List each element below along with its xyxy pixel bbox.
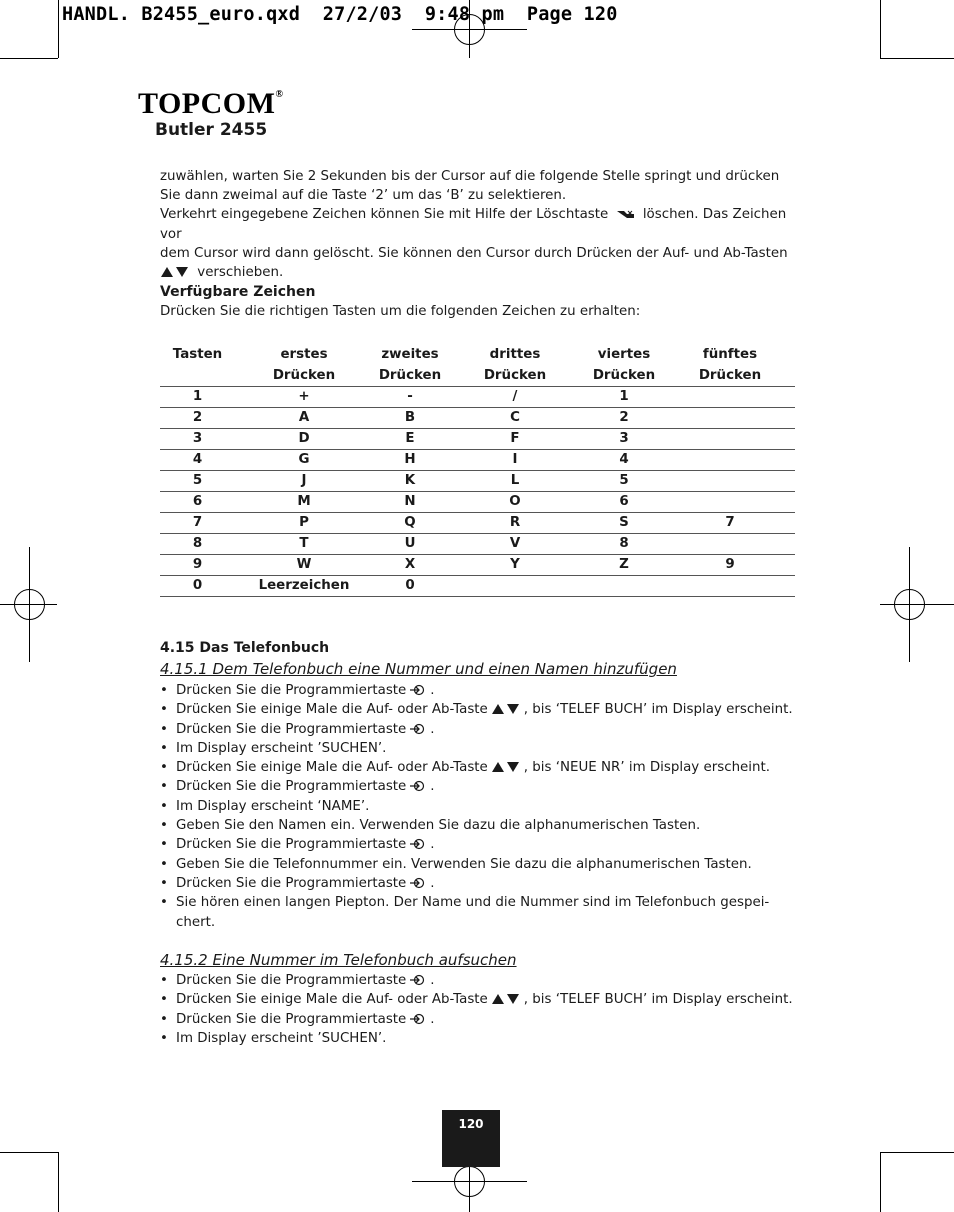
table-cell: 0 (373, 576, 447, 597)
step-text: Geben Sie die Telefonnummer ein. Verwenden Sie dazu die alphanumerischen Tasten. (176, 856, 752, 872)
table-cell: 3 (160, 429, 235, 450)
table-cell: 9 (665, 555, 795, 576)
table-row (160, 534, 795, 555)
intro-paragraph (160, 167, 800, 282)
page-number-text: 120 (458, 1117, 484, 1131)
step-text: Drücken Sie die Programmiertaste (176, 683, 407, 698)
step-text: . (430, 1011, 435, 1027)
table-cell: + (235, 387, 373, 408)
table-cell: 1 (160, 387, 235, 408)
table-cell: 5 (160, 471, 235, 492)
list-item (160, 816, 800, 835)
list-item (160, 758, 800, 777)
step-text: . (430, 721, 435, 737)
table-cell: Q (373, 513, 447, 534)
step-text: Drücken Sie einige Male die Auf- oder Ab-Taste (176, 760, 488, 776)
table-cell: 3 (583, 429, 665, 450)
table-row (160, 555, 795, 576)
up-down-keys-icon (160, 266, 190, 278)
updown-icon (488, 992, 524, 1007)
step-text: Drücken Sie die Programmiertaste (176, 875, 407, 891)
step-text: . (430, 683, 435, 698)
table-cell: Z (583, 555, 665, 576)
table-header: Drücken (447, 365, 583, 387)
table-cell: P (235, 513, 373, 534)
table-cell: N (373, 492, 447, 513)
table-cell: B (373, 408, 447, 429)
table-cell: 5 (583, 471, 665, 492)
crop-mark (0, 58, 58, 59)
table-header: erstes (280, 347, 328, 362)
step-text: Im Display erscheint ’SUCHEN’. (176, 740, 387, 756)
step-text: Drücken Sie die Programmiertaste (176, 973, 407, 988)
intro-text: löschen. Das Zeichen vor (160, 207, 787, 242)
list-item (160, 681, 800, 700)
list-item (160, 1010, 800, 1029)
table-cell (583, 576, 665, 597)
table-cell: K (373, 471, 447, 492)
table-header-row (160, 365, 795, 387)
table-row (160, 429, 795, 450)
step-text: . (430, 837, 435, 853)
step-text: Im Display erscheint ‘NAME’. (176, 798, 370, 814)
table-header: drittes (489, 347, 541, 362)
table-cell: 7 (160, 513, 235, 534)
steps-list (160, 681, 800, 932)
table-cell (665, 450, 795, 471)
updown-icon (488, 760, 524, 775)
table-cell: G (235, 450, 373, 471)
step-text: . (430, 779, 435, 795)
step-text: Drücken Sie die Programmiertaste (176, 779, 407, 795)
character-table (160, 344, 795, 597)
prog-icon (406, 683, 430, 698)
table-cell: 2 (160, 408, 235, 429)
crop-mark (880, 58, 954, 59)
table-cell: / (447, 387, 583, 408)
step-text: Drücken Sie die Programmiertaste (176, 837, 407, 853)
table-cell: C (447, 408, 583, 429)
brand-logo-text: TOPCOM (138, 87, 276, 120)
table-header (160, 365, 235, 387)
steps-list (160, 971, 800, 1048)
table-cell: 8 (583, 534, 665, 555)
table-header: viertes (597, 347, 651, 362)
list-item (160, 797, 800, 816)
list-item (160, 720, 800, 739)
table-cell: A (235, 408, 373, 429)
prog-icon (406, 1012, 430, 1027)
crop-mark (880, 1152, 954, 1153)
subsection-title: 4.15.1 Dem Telefonbuch eine Nummer und einen Namen hinzufügen (160, 660, 677, 678)
list-item (160, 874, 800, 893)
list-item (160, 700, 800, 719)
table-cell: T (235, 534, 373, 555)
step-text: , bis ‘TELEF BUCH’ im Display erscheint. (523, 702, 793, 718)
step-text: , bis ‘NEUE NR’ im Display erscheint. (523, 760, 771, 776)
table-cell: - (373, 387, 447, 408)
table-cell: E (373, 429, 447, 450)
table-row (160, 492, 795, 513)
step-text: Sie hören einen langen Piepton. Der Name und die Nummer sind im Telefonbuch gespei- (176, 895, 770, 911)
crop-mark (880, 0, 881, 58)
section-text: Drücken Sie die richtigen Tasten um die folgenden Zeichen zu erhalten: (160, 304, 641, 319)
table-cell (447, 576, 583, 597)
step-text: Drücken Sie die Programmiertaste (176, 721, 407, 737)
table-cell: 2 (583, 408, 665, 429)
list-item (160, 971, 800, 990)
intro-line (160, 263, 800, 282)
list-item (160, 893, 800, 912)
prog-icon (406, 837, 430, 852)
step-text: Geben Sie den Namen ein. Verwenden Sie dazu die alphanumerischen Tasten. (176, 818, 701, 834)
table-cell: S (583, 513, 665, 534)
list-item (160, 777, 800, 796)
registration-mark (454, 1166, 485, 1197)
list-item (160, 739, 800, 758)
table-cell (665, 408, 795, 429)
subsection-title: 4.15.2 Eine Nummer im Telefonbuch aufsuchen (160, 951, 517, 969)
intro-text: Verkehrt eingegebene Zeichen können Sie mit Hilfe der Löschtaste (160, 207, 609, 223)
table-cell: W (235, 555, 373, 576)
table-row (160, 471, 795, 492)
intro-line (160, 205, 800, 243)
table-cell: H (373, 450, 447, 471)
table-cell: 4 (160, 450, 235, 471)
crop-mark (58, 1152, 59, 1212)
list-item (160, 990, 800, 1009)
table-header-row (160, 344, 795, 365)
section-title: 4.15 Das Telefonbuch (160, 640, 330, 656)
registration-mark (894, 589, 925, 620)
step-text: Drücken Sie die Programmiertaste (176, 1011, 407, 1027)
table-cell: R (447, 513, 583, 534)
table-row (160, 576, 795, 597)
step-text: . (430, 875, 435, 891)
step-text: Im Display erscheint ’SUCHEN’. (176, 1030, 387, 1046)
intro-line: dem Cursor wird dann gelöscht. Sie können den Cursor durch Drücken der Auf- und Ab-Tasten (160, 245, 788, 261)
table-cell: 9 (160, 555, 235, 576)
model-name: Butler 2455 (155, 120, 268, 140)
table-row (160, 450, 795, 471)
table-cell: 4 (583, 450, 665, 471)
table-cell: 6 (160, 492, 235, 513)
crop-mark (0, 1152, 58, 1153)
table-row (160, 408, 795, 429)
list-item (160, 855, 800, 874)
print-slug: HANDL. B2455_euro.qxd 27/2/03 9:48 pm Page 120 (62, 4, 618, 25)
intro-line: Sie dann zweimal auf die Taste ‘2’ um das ‘B’ zu selektieren. (160, 188, 567, 204)
list-item-continuation: chert. (176, 914, 216, 930)
table-cell: Y (447, 555, 583, 576)
table-cell: L (447, 471, 583, 492)
prog-icon (406, 722, 430, 737)
list-item (160, 835, 800, 854)
updown-icon (488, 702, 524, 717)
table-row (160, 513, 795, 534)
table-cell: 6 (583, 492, 665, 513)
step-text: , bis ‘TELEF BUCH’ im Display erscheint. (523, 992, 793, 1008)
table-cell: 1 (583, 387, 665, 408)
table-cell: 8 (160, 534, 235, 555)
intro-text: verschieben. (197, 265, 284, 281)
table-cell (665, 492, 795, 513)
crop-mark (58, 0, 59, 58)
table-cell: Leerzeichen (235, 576, 373, 597)
table-cell (665, 387, 795, 408)
section-heading: Verfügbare Zeichen (160, 284, 316, 300)
registration-mark (14, 589, 45, 620)
table-cell: O (447, 492, 583, 513)
prog-icon (406, 973, 430, 988)
step-text: Drücken Sie einige Male die Auf- oder Ab-Taste (176, 702, 488, 718)
table-header: Drücken (373, 365, 447, 387)
table-cell (665, 576, 795, 597)
table-cell: X (373, 555, 447, 576)
prog-icon (406, 876, 430, 891)
table-cell: V (447, 534, 583, 555)
table-cell: J (235, 471, 373, 492)
step-text: . (430, 973, 435, 988)
table-cell (665, 429, 795, 450)
brand-logo (138, 87, 283, 121)
table-cell: F (447, 429, 583, 450)
table-cell (665, 471, 795, 492)
step-text: Drücken Sie einige Male die Auf- oder Ab-Taste (176, 992, 488, 1008)
table-cell: U (373, 534, 447, 555)
delete-key-icon (616, 208, 636, 220)
table-header: Drücken (583, 365, 665, 387)
crop-mark (880, 1152, 881, 1212)
table-header: Tasten (172, 347, 223, 362)
prog-icon (406, 779, 430, 794)
table-header: fünftes (702, 347, 758, 362)
page-number (442, 1110, 500, 1167)
list-item (160, 1029, 800, 1048)
table-header: Drücken (665, 365, 795, 387)
intro-line: zuwählen, warten Sie 2 Sekunden bis der Cursor auf die folgende Stelle springt und drücken (160, 169, 780, 184)
table-cell (665, 534, 795, 555)
table-header: Drücken (235, 365, 373, 387)
table-row (160, 387, 795, 408)
table-header: zweites (381, 347, 439, 362)
trademark: ® (275, 89, 284, 100)
table-cell: I (447, 450, 583, 471)
table-cell: 0 (160, 576, 235, 597)
table-cell: D (235, 429, 373, 450)
table-cell: 7 (665, 513, 795, 534)
table-cell: M (235, 492, 373, 513)
